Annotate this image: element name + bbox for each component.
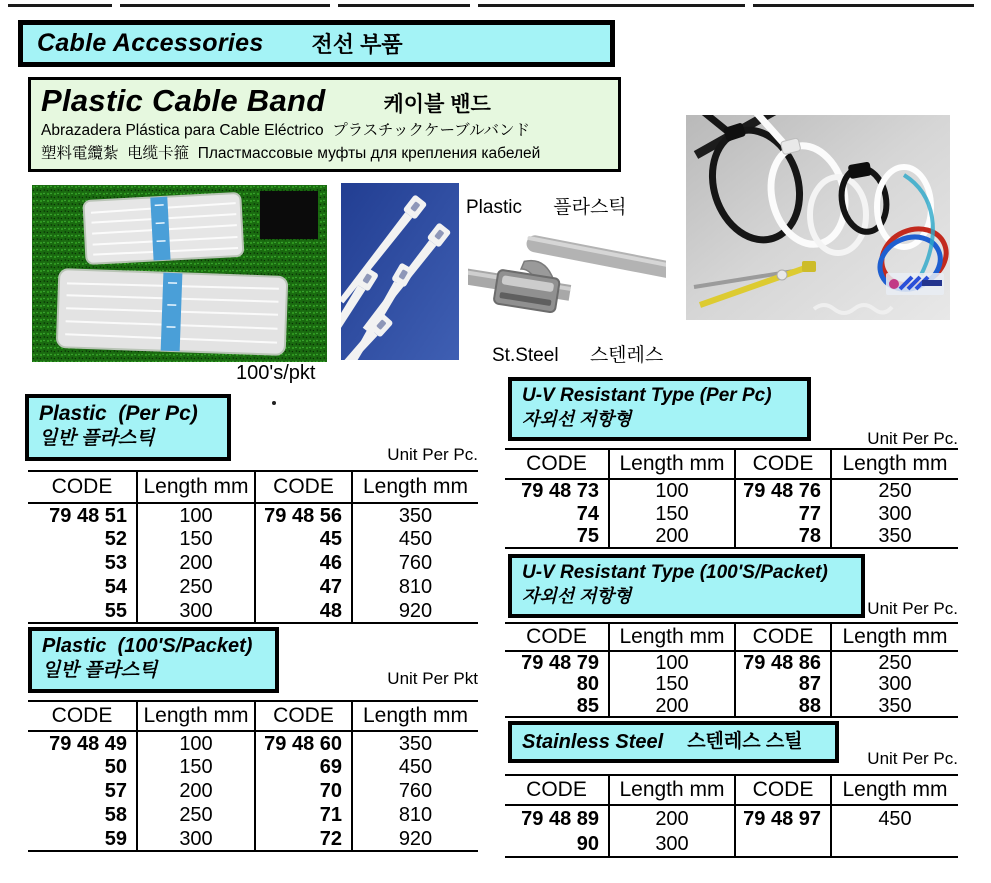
length-cell: 450 [878,807,912,830]
column-header: CODE [735,775,831,805]
table-row [505,525,958,548]
table-row [28,551,478,575]
product-subtitle-es-ja: Abrazadera Plástica para Cable Eléctrico プラスチックケーブルバンド [41,122,530,139]
length-cell: 150 [137,755,255,779]
unit-label: Unit Per Pc. [867,429,958,448]
code-cell: 47 [255,575,352,599]
unit-label: Unit Per Pc. [867,749,958,768]
code-cell: 79 48 51 [28,503,137,527]
column-header: Length mm [831,449,958,479]
unit-label: Unit Per Pc. [387,445,478,464]
code-cell: 52 [28,527,137,551]
column-header: CODE [255,471,352,503]
photo-plastic-ties [341,183,459,360]
photo-steel-band [468,226,666,338]
product-header-box [28,77,621,172]
table-title-box-uv-packet [508,554,865,618]
table-title-box-plastic-perpc [25,394,231,461]
product-subtitle-zh-ru: 塑料電纜紮 电缆卡箍 Пластмассовые муфты для крепления кабелей [41,145,541,162]
code-cell: 79 48 60 [255,731,352,755]
plastic-label [466,192,627,219]
table-row [28,803,478,827]
table-row [505,805,958,831]
code-cell: 75 [505,525,609,548]
length-cell: 920 [398,599,433,622]
code-cell: 58 [28,803,137,827]
code-cell: 79 48 73 [505,479,609,502]
table-stainless [505,774,958,858]
steel-label-en: St.Steel [492,345,559,366]
code-length-table [505,448,958,549]
code-cell: 57 [28,779,137,803]
length-cell: 450 [398,756,433,778]
length-cell: 200 [609,525,735,548]
length-cell: 300 [878,502,912,525]
steel-label [492,340,663,367]
scan-speck [272,401,276,405]
length-cell: 350 [398,732,433,755]
length-cell: 100 [137,503,255,527]
code-cell: 79 48 89 [505,805,609,831]
code-cell: 79 48 56 [255,503,352,527]
photo-assorted-ties [686,115,950,320]
column-header: Length mm [609,623,735,651]
column-header: CODE [735,449,831,479]
top-rule-line [8,4,974,7]
steel-label-ko: 스텐레스 [589,345,664,366]
code-cell [735,831,831,857]
code-cell: 71 [255,803,352,827]
code-length-table [28,470,478,624]
code-cell: 78 [735,525,831,548]
length-cell: 250 [137,575,255,599]
length-cell: 350 [878,695,912,717]
column-header: Length mm [831,623,958,651]
table-title-ko: 스텐레스 스틸 [687,730,803,752]
length-cell: 200 [137,779,255,803]
length-cell: 810 [398,576,433,598]
length-cell: 250 [878,651,912,673]
code-cell: 74 [505,502,609,525]
table-title-en: U-V Resistant Type (Per Pc) [522,385,772,406]
table-plastic-packet [28,700,478,852]
column-header: CODE [255,701,352,731]
table-row [28,503,478,527]
column-header: Length mm [137,701,255,731]
section-title-en: Cable Accessories [37,29,264,57]
code-cell: 80 [505,673,609,695]
table-row [505,651,958,673]
column-header: Length mm [609,449,735,479]
section-title-ko: 전선 부품 [311,32,403,57]
plastic-label-ko: 플라스틱 [553,197,627,218]
code-cell: 48 [255,599,352,623]
table-row [505,695,958,717]
length-cell: 300 [878,673,912,695]
column-header: Length mm [352,471,478,503]
table-title-ko: 자외선 저항형 [522,585,632,606]
packets-caption: 100's/pkt [236,362,316,384]
length-cell: 760 [398,552,433,574]
code-cell: 45 [255,527,352,551]
length-cell: 300 [609,831,735,857]
length-cell: 150 [609,673,735,695]
code-cell: 50 [28,755,137,779]
product-title-ko: 케이블 밴드 [383,93,491,116]
table-title-box-stainless [508,721,839,763]
table-row [28,527,478,551]
table-row [505,831,958,857]
table-row [28,599,478,623]
table-uv-perpc [505,448,958,549]
column-header: Length mm [831,775,958,805]
length-cell: 350 [398,504,433,527]
table-plastic-perpc [28,470,478,624]
code-cell: 88 [735,695,831,717]
table-row [505,502,958,525]
length-cell: 760 [398,780,433,802]
column-header: CODE [505,623,609,651]
table-title-box-uv-perpc [508,377,811,441]
length-cell: 250 [137,803,255,827]
length-cell: 300 [137,599,255,623]
length-cell: 350 [878,525,912,547]
code-cell: 77 [735,502,831,525]
unit-label: Unit Per Pc. [867,599,958,618]
length-cell: 100 [609,651,735,673]
table-title-en: Stainless Steel [522,730,664,753]
length-cell: 200 [137,551,255,575]
code-cell: 72 [255,827,352,851]
table-row [28,755,478,779]
table-title-en: Plastic (100'S/Packet) [42,635,253,657]
table-row [28,779,478,803]
code-cell: 85 [505,695,609,717]
column-header: CODE [505,449,609,479]
code-cell: 70 [255,779,352,803]
length-cell: 200 [609,805,735,831]
column-header: Length mm [137,471,255,503]
table-row [28,731,478,755]
length-cell: 100 [137,731,255,755]
column-header: CODE [735,623,831,651]
length-cell: 810 [398,804,433,826]
code-cell: 79 48 49 [28,731,137,755]
column-header: CODE [505,775,609,805]
length-cell: 920 [398,827,433,850]
table-uv-packet [505,622,958,718]
length-cell: 100 [609,479,735,502]
code-cell: 53 [28,551,137,575]
code-cell: 79 48 79 [505,651,609,673]
code-cell: 69 [255,755,352,779]
table-row [505,673,958,695]
length-cell: 200 [609,695,735,717]
table-title-ko: 일반 플라스틱 [39,428,155,450]
code-length-table [28,700,478,852]
code-cell: 54 [28,575,137,599]
product-title-en: Plastic Cable Band [41,83,326,118]
plastic-label-en: Plastic [466,197,522,218]
photo-cable-tie-packets [32,185,327,362]
unit-label: Unit Per Pkt [387,669,478,688]
table-row [28,827,478,851]
length-cell: 150 [137,527,255,551]
table-title-en: U-V Resistant Type (100'S/Packet) [522,562,828,583]
table-title-ko: 일반 플라스틱 [42,660,158,681]
table-row [505,479,958,502]
table-title-ko: 자외선 저항형 [522,408,632,429]
column-header: CODE [28,471,137,503]
code-length-table [505,774,958,858]
length-cell: 150 [609,502,735,525]
length-cell: 250 [878,480,912,502]
column-header: CODE [28,701,137,731]
table-title-box-plastic-packet [28,627,279,693]
code-cell: 59 [28,827,137,851]
length-cell: 300 [137,827,255,851]
length-cell: 450 [398,528,433,550]
code-cell: 46 [255,551,352,575]
length-cell [831,831,958,857]
code-cell: 87 [735,673,831,695]
code-cell: 55 [28,599,137,623]
section-header-box [18,20,615,67]
code-cell: 79 48 97 [735,805,831,831]
column-header: Length mm [609,775,735,805]
table-title-en: Plastic (Per Pc) [39,402,198,425]
column-header: Length mm [352,701,478,731]
table-row [28,575,478,599]
code-length-table [505,622,958,718]
code-cell: 79 48 86 [735,651,831,673]
code-cell: 79 48 76 [735,479,831,502]
code-cell: 90 [505,831,609,857]
